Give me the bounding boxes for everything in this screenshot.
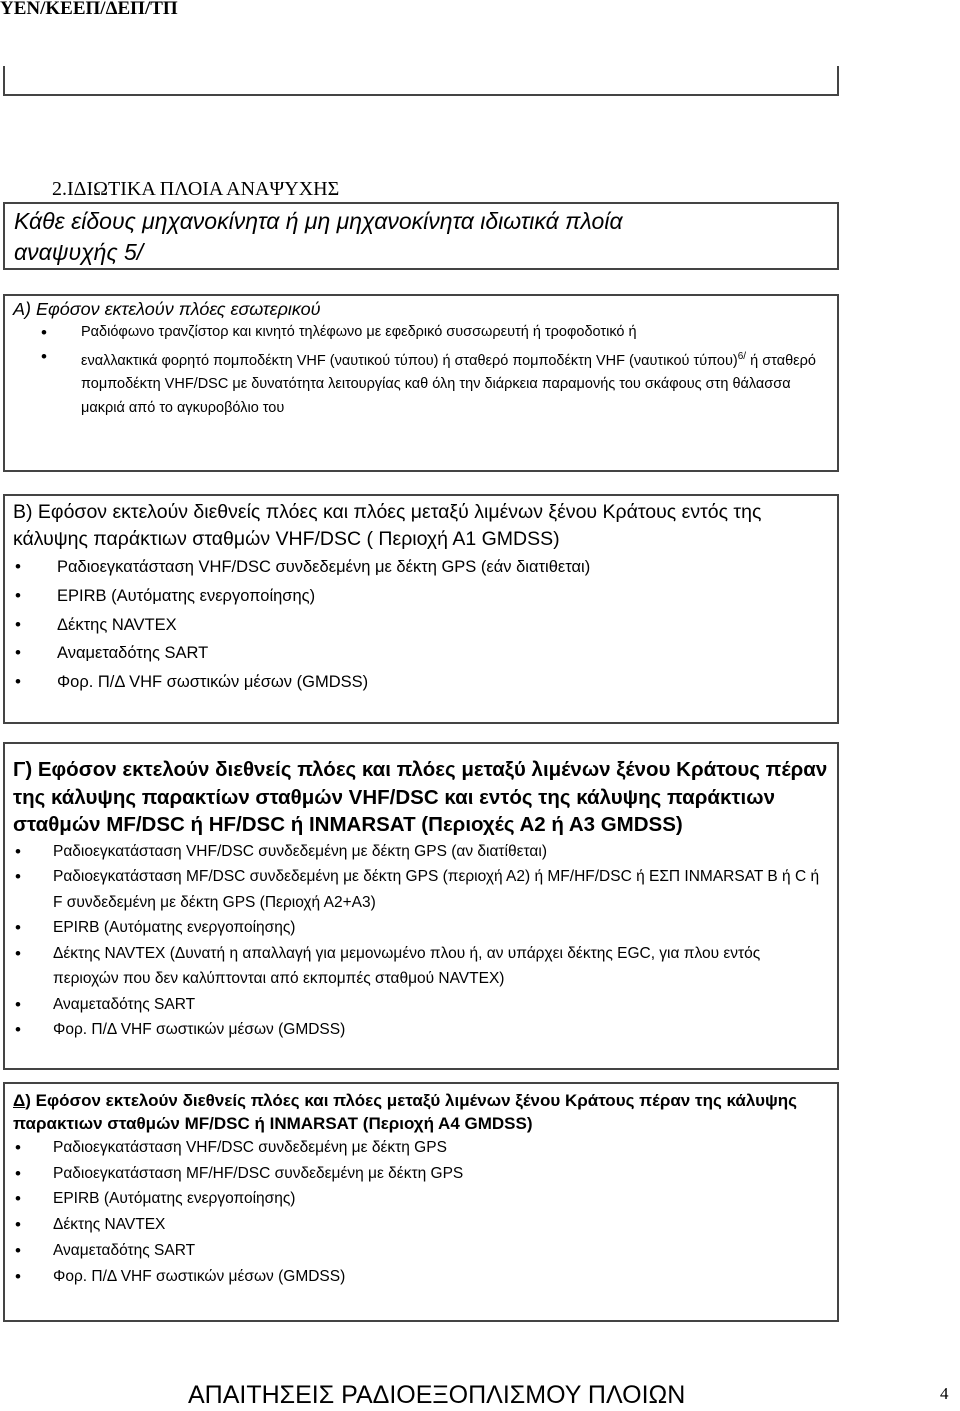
list-item: • Ραδιοεγκατάσταση MF/DSC συνδεδεμένη με δέκτη GPS (περιοχή Α2) ή MF/HF/DSC ή ΕΣΠ INMARSAT B ή C ή F συνδεδεμένη με δέκτη GPS (Περιοχή Α2+Α3) [13, 864, 829, 915]
list-item: • EPIRB (Αυτόματης ενεργοποίησης) [13, 582, 829, 611]
page-number: 4 [940, 1384, 949, 1403]
list-item: • Φορ. Π/Δ VHF σωστικών μέσων (GMDSS) [13, 1264, 829, 1290]
list-item: • Αναμεταδότης SART [13, 639, 829, 668]
section-c-list [13, 839, 829, 1043]
list-item: • Φορ. Π/Δ VHF σωστικών μέσων (GMDSS) [13, 1017, 829, 1043]
footnote-mark: 6/ [737, 350, 747, 362]
document-code: ΥΕΝ/ΚΕΕΠ/ΔΕΠ/ΤΠ [0, 0, 178, 19]
list-item: • εναλλακτικά φορητό πομποδέκτη VHF (ναυτικού τύπου) ή σταθερό πομποδέκτη VHF (ναυτικού τύπου)$^{6/}$ ή σταθερό πομποδέκτη VHF/DSC με δυνατότητα λειτουργίας καθ όλη την διάρκεια παραμονής του σκάφους στη θάλασσα μακριά από το αγκυροβόλιο του [13, 345, 829, 421]
section-a-heading: Α) Εφόσον εκτελούν πλόες εσωτερικού [13, 299, 321, 319]
section-c [3, 758, 839, 1070]
section-b [3, 494, 839, 724]
section-d-list [13, 1135, 829, 1289]
section-d-heading-letter: Δ [13, 1091, 26, 1110]
list-item: • Ραδιοεγκατάσταση VHF/DSC συνδεδεμένη με δέκτη GPS (αν διατίθεται) [13, 839, 829, 865]
section-b-heading: Β) Εφόσον εκτελούν διεθνείς πλόες και πλόες μεταξύ λιμένων ξένου Κράτους εντός της κάλυψης παράκτιων σταθμών VHF/DSC ( Περιοχή Α1 GMDSS) [13, 501, 762, 550]
footer-title: ΑΠΑΙΤΗΣΕΙΣ ΡΑΔΙΟΕΞΟΠΛΙΣΜΟΥ ΠΛΟΙΩΝ [188, 1381, 686, 1409]
list-item: • Ραδιοεγκατάσταση VHF/DSC συνδεδεμένη με δέκτη GPS [13, 1135, 829, 1161]
section-a-list [13, 321, 829, 421]
list-item: • EPIRB (Αυτόματης ενεργοποίησης) [13, 915, 829, 941]
title-line-2: αναψυχής 5/ [14, 239, 144, 265]
list-item: • EPIRB (Αυτόματης ενεργοποίησης) [13, 1186, 829, 1212]
section-d-heading [13, 1089, 829, 1135]
list-item: • Ραδιοεγκατάσταση VHF/DSC συνδεδεμένη με δέκτη GPS (εάν διατιθεται) [13, 553, 829, 582]
section-c-heading: Γ) Εφόσον εκτελούν διεθνείς πλόες και πλόες μεταξύ λιμένων ξένου Κράτους πέραν της κάλυψης παρακτίων σταθμών VHF/DSC και εντός της κάλυψης παράκτιων σταθμών MF/DSC ή HF/DSC ή INMARSAT (Περιοχές Α2 ή Α3 GMDSS) [13, 758, 828, 836]
list-item: • Ραδιόφωνο τρανζίστορ και κινητό τηλέφωνο με εφεδρικό συσσωρευτή ή τροφοδοτικό ή [13, 321, 829, 345]
section-b-list [13, 553, 829, 697]
list-item: • Αναμεταδότης SART [13, 1238, 829, 1264]
list-item: • Αναμεταδότης SART [13, 992, 829, 1018]
section-heading: 2.ΙΔΙΩΤΙΚΑ ΠΛΟΙΑ ΑΝΑΨΥΧΗΣ [52, 178, 340, 200]
section-a [3, 294, 839, 472]
empty-table-cell [3, 66, 839, 96]
list-item: • Δέκτης NAVTEX (Δυνατή η απαλλαγή για μεμονωμένο πλου ή, αν υπάρχει δέκτης EGC, για πλου εντός περιοχών που δεν καλύπτονται από εκπομπές σταθμού NAVTEX) [13, 941, 829, 992]
title-line-1: Κάθε είδους μηχανοκίνητα ή μη μηχανοκίνητα ιδιωτικά πλοία [14, 208, 623, 234]
section-d [3, 1086, 839, 1322]
title-box [3, 202, 839, 270]
section-d-heading-text: ) Εφόσον εκτελούν διεθνείς πλόες και πλόες μεταξύ λιμένων ξένου Κράτους πέραν της κάλυψης παρακτιων σταθμών MF/DSC ή INMARSAT (Περιοχή Α4 GMDSS) [13, 1091, 798, 1133]
list-item: • Δέκτης NAVTEX [13, 611, 829, 640]
list-item: • Ραδιοεγκατάσταση MF/HF/DSC συνδεδεμένη με δέκτη GPS [13, 1161, 829, 1187]
list-item: • Δέκτης NAVTEX [13, 1212, 829, 1238]
list-item: • Φορ. Π/Δ VHF σωστικών μέσων (GMDSS) [13, 668, 829, 697]
